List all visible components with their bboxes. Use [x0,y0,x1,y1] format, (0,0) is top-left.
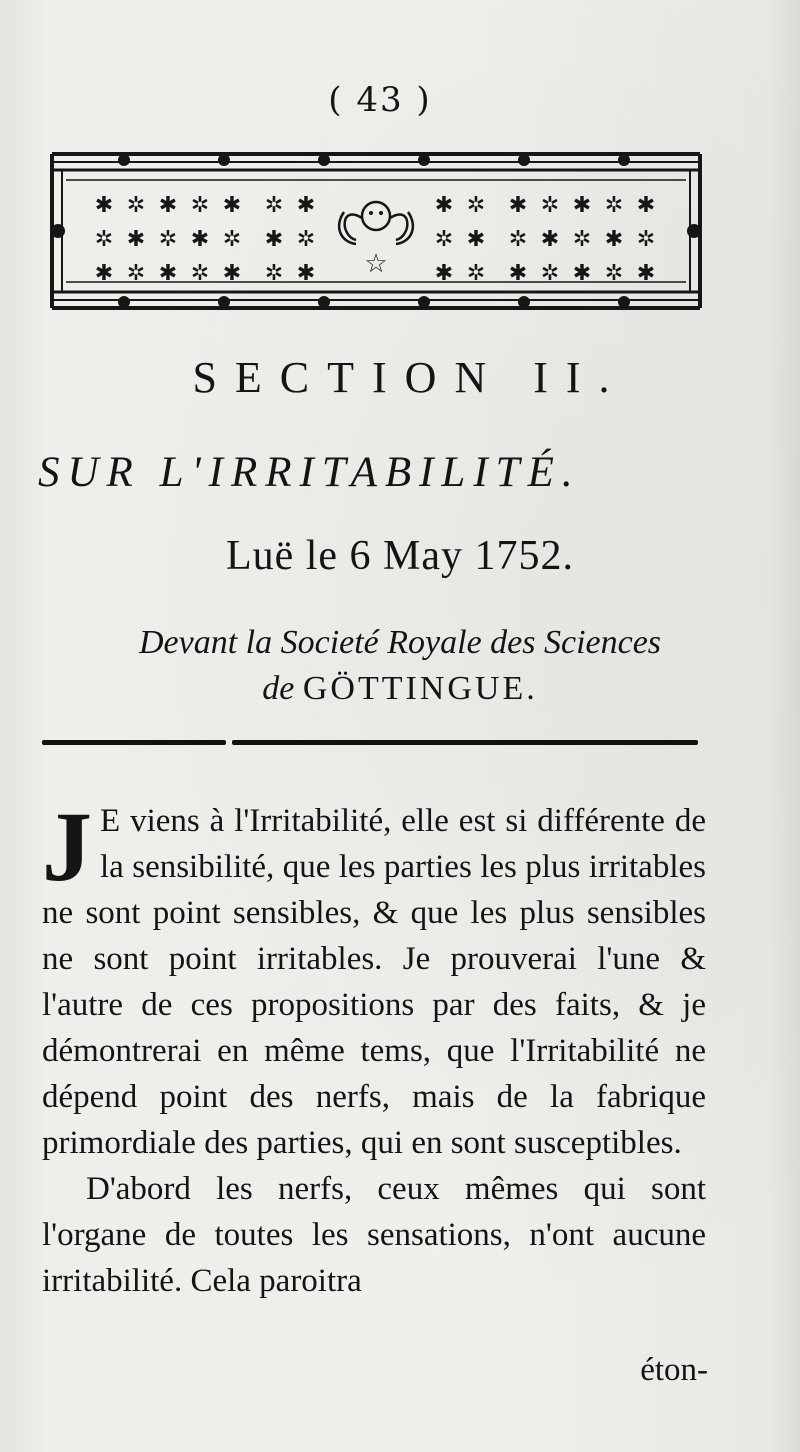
svg-text:✱: ✱ [572,261,592,286]
venue-line [0,620,800,712]
svg-text:✲: ✲ [636,227,656,252]
section-subtitle: SUR L'IRRITABILITÉ. [38,449,581,496]
svg-text:✲: ✲ [434,227,454,252]
paragraph-1 [42,791,706,1166]
paragraph-2: D'abord les nerfs, ceux mêmes qui sont l'organe de toutes les sensations, n'ont aucune irritabilité. Cela paroitra [42,1171,706,1299]
svg-text:✲: ✲ [264,193,284,218]
page-number: ( 43 ) [328,80,432,120]
svg-text:✱: ✱ [158,193,178,218]
svg-text:✱: ✱ [636,261,656,286]
svg-text:✲: ✲ [540,261,560,286]
svg-text:✱: ✱ [264,227,284,252]
svg-text:✱: ✱ [94,193,114,218]
svg-text:✲: ✲ [604,193,624,218]
body-text [42,791,706,1304]
svg-text:✱: ✱ [126,227,146,252]
svg-text:✲: ✲ [572,227,592,252]
svg-text:✲: ✲ [190,261,210,286]
svg-text:✱: ✱ [296,193,316,218]
reading-date: Luë le 6 May 1752. [225,533,575,579]
section-heading: SECTION II. [192,353,628,402]
svg-text:✱: ✱ [508,193,528,218]
divider-rule-right [232,740,698,745]
svg-text:✱: ✱ [572,193,592,218]
paragraph-1-text: E viens à l'Irritabilité, elle est si différente de la sensibilité, que les parties les plus irritables ne sont point sensibles, & que les plus sensibles ne sont point irritables. Je prouverai l'une & l'autre de ces propositions par des faits, & je démontrerai en même tems, que l'Irritabilité ne dépend point des nerfs, mais de la fabrique primordiale des parties, qui en sont susceptibles. [42,803,706,1161]
svg-text:✲: ✲ [508,227,528,252]
svg-text:✲: ✲ [126,261,146,286]
svg-text:✱: ✱ [190,227,210,252]
svg-text:✱: ✱ [296,261,316,286]
svg-text:✲: ✲ [222,227,242,252]
svg-text:✲: ✲ [296,227,316,252]
svg-text:✱: ✱ [94,261,114,286]
svg-text:✱: ✱ [222,193,242,218]
svg-text:✱: ✱ [604,227,624,252]
svg-text:✲: ✲ [466,193,486,218]
svg-text:✲: ✲ [264,261,284,286]
venue-line-2 [0,666,800,712]
svg-text:✱: ✱ [540,227,560,252]
svg-text:✲: ✲ [604,261,624,286]
svg-text:✱: ✱ [508,261,528,286]
drop-cap: J [42,791,92,902]
svg-text:✱: ✱ [434,261,454,286]
divider-rule-left [42,740,226,745]
svg-text:✲: ✲ [94,227,114,252]
svg-text:✲: ✲ [126,193,146,218]
svg-text:☆: ☆ [364,249,388,279]
cherub-floral-headpiece-icon [44,146,708,316]
svg-text:✲: ✲ [190,193,210,218]
venue-prefix: de [262,670,303,707]
catchword: éton- [640,1352,708,1388]
svg-text:✱: ✱ [434,193,454,218]
svg-text:✲: ✲ [466,261,486,286]
svg-text:✱: ✱ [158,261,178,286]
venue-line-1: Devant la Societé Royale des Sciences [138,624,662,661]
svg-text:✱: ✱ [636,193,656,218]
svg-text:✲: ✲ [158,227,178,252]
svg-text:✱: ✱ [222,261,242,286]
svg-text:✱: ✱ [466,227,486,252]
svg-text:✲: ✲ [540,193,560,218]
venue-city: GÖTTINGUE. [302,670,538,707]
